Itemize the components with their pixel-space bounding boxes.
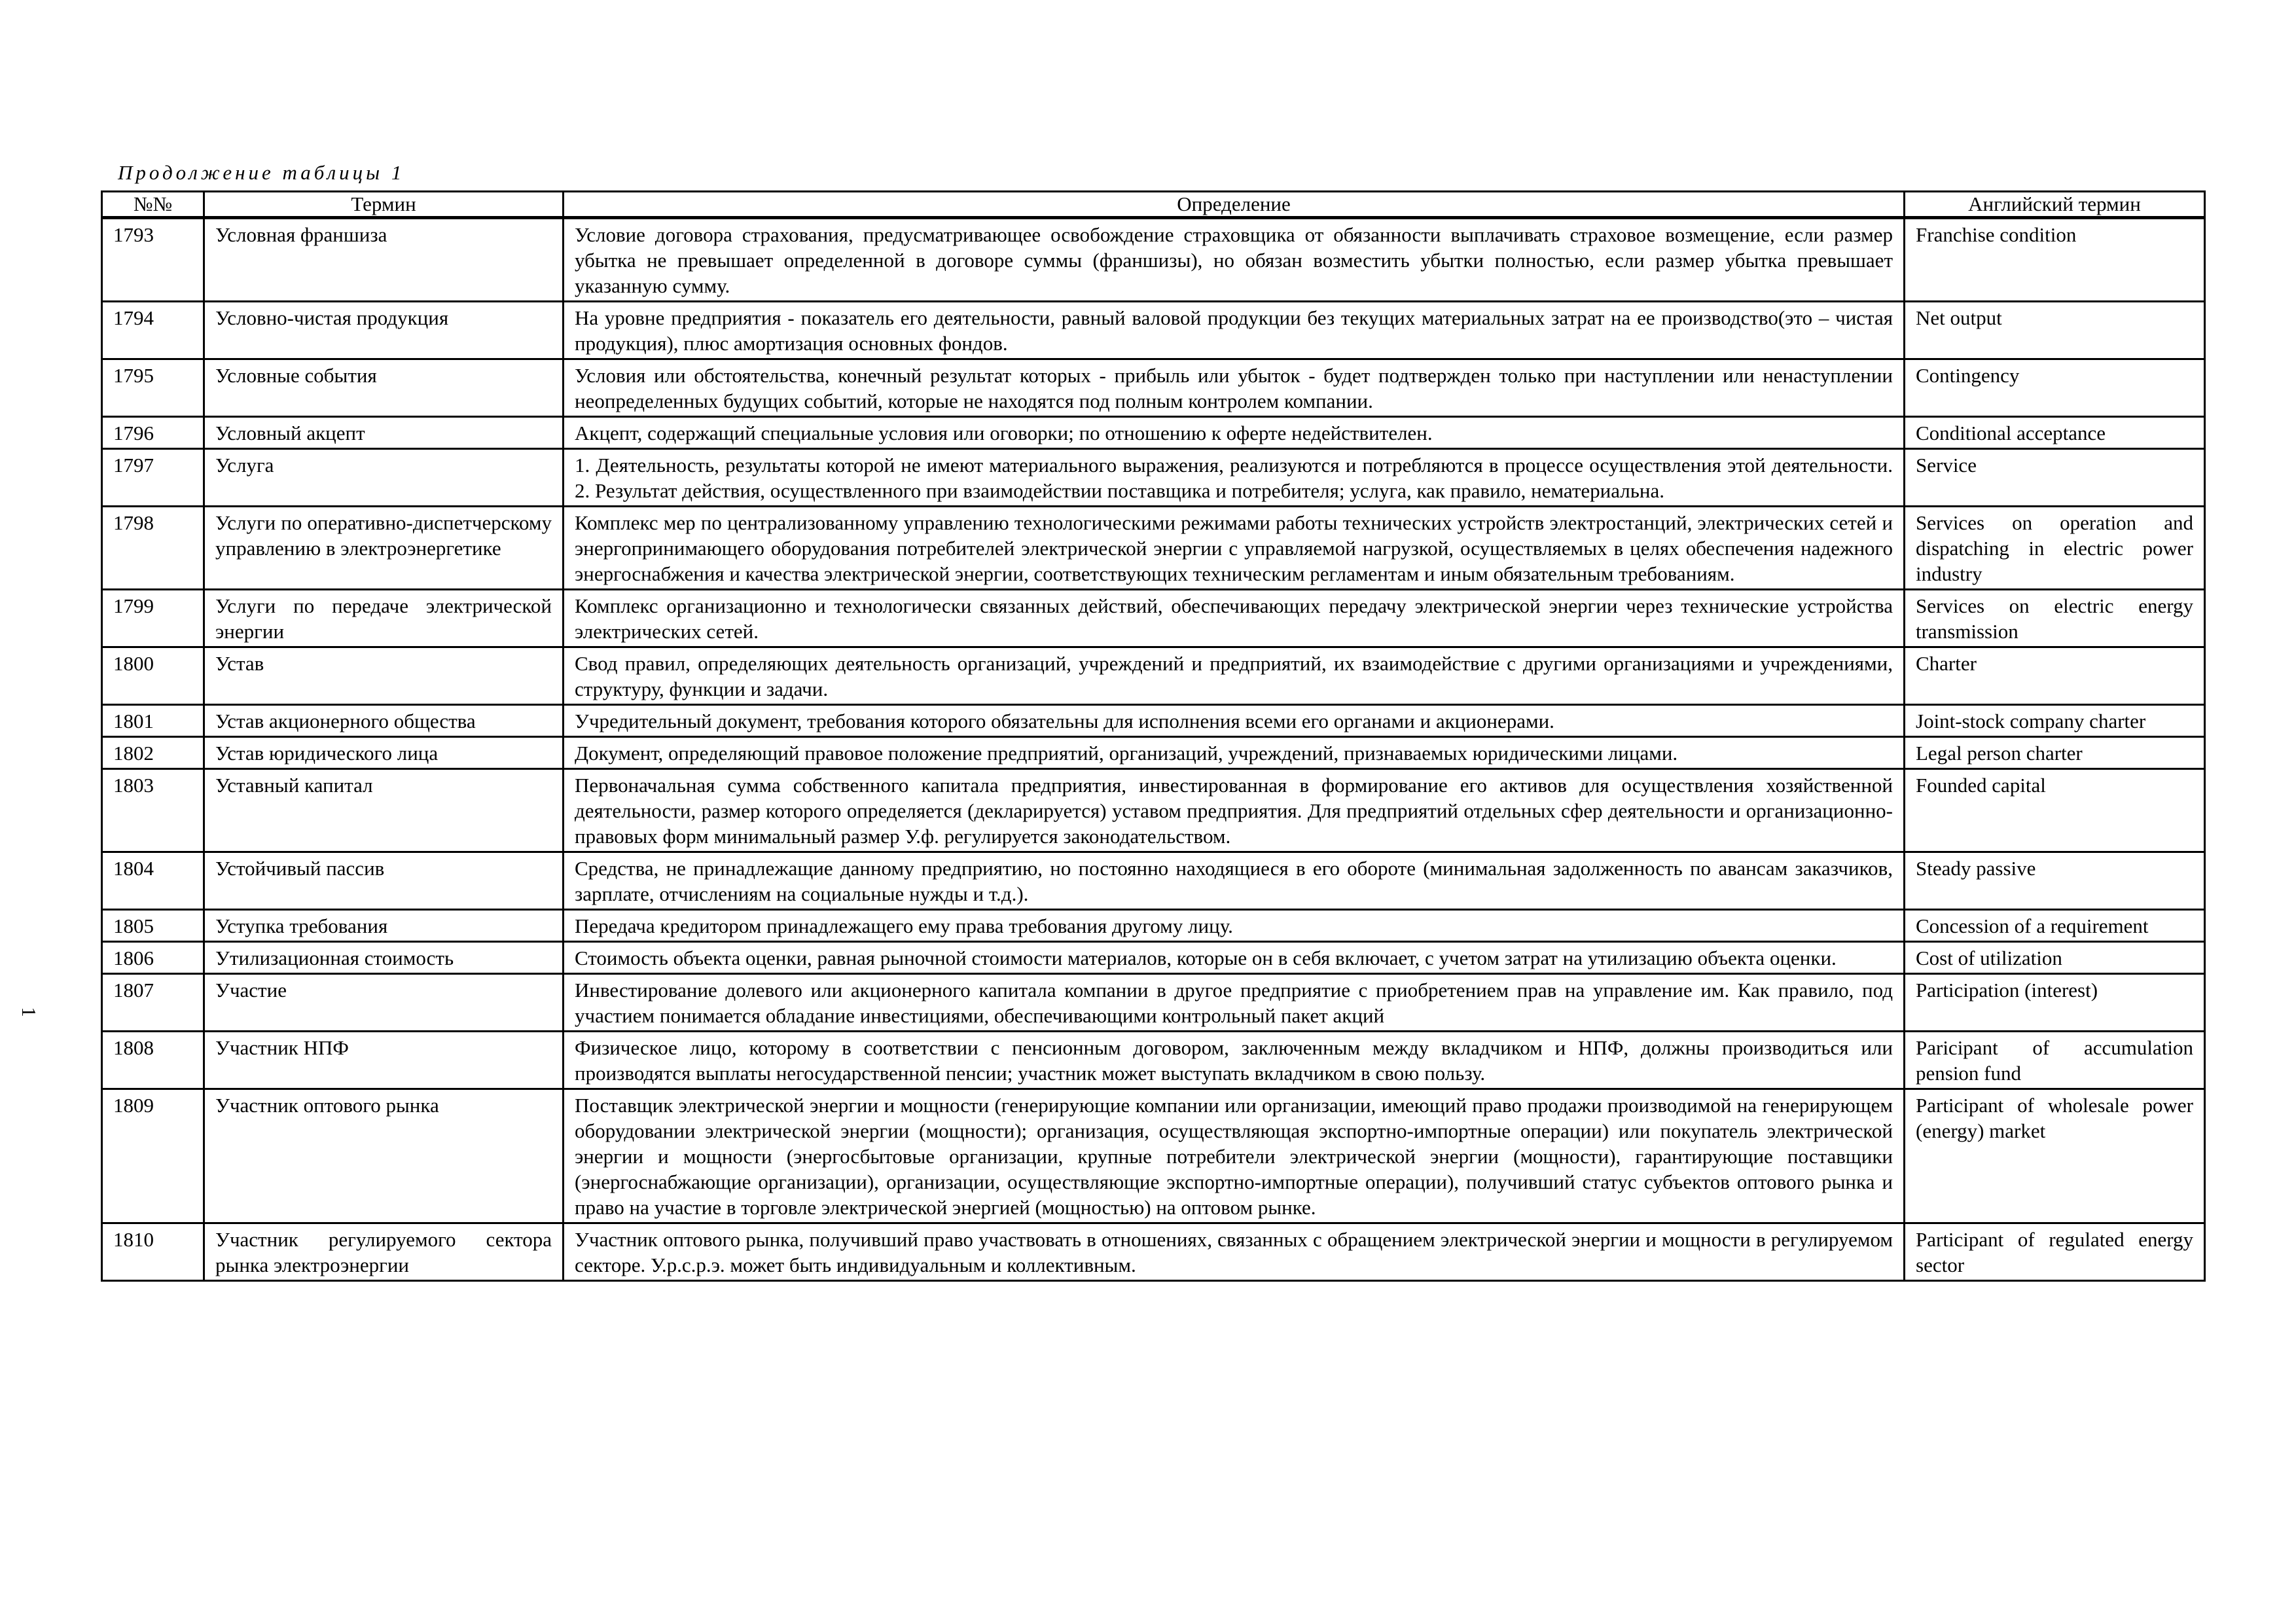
cell-term: Участник оптового рынка bbox=[204, 1089, 564, 1223]
cell-definition: Первоначальная сумма собственного капитала предприятия, инвестированная в формирование его активов для осуществления хозяйственной деятельности, размер которого определяется (декларируется) уставом предприятия. Для предприятий отдельных сфер деятельности и организационно-правовых форм минимальный размер У.ф. регулируется законодательством. bbox=[564, 769, 1905, 852]
table-caption: Продолжение таблицы 1 bbox=[118, 161, 405, 184]
cell-number: 1795 bbox=[102, 359, 204, 417]
cell-english-term: Charter bbox=[1905, 647, 2205, 705]
cell-english-term: Legal person charter bbox=[1905, 737, 2205, 769]
cell-number: 1798 bbox=[102, 507, 204, 590]
table-row bbox=[102, 417, 2205, 449]
cell-english-term: Joint-stock company charter bbox=[1905, 705, 2205, 737]
cell-english-term: Steady passive bbox=[1905, 852, 2205, 910]
cell-number: 1807 bbox=[102, 974, 204, 1032]
cell-english-term: Net output bbox=[1905, 302, 2205, 359]
cell-term: Устав акционерного общества bbox=[204, 705, 564, 737]
cell-number: 1793 bbox=[102, 218, 204, 302]
cell-english-term: Concession of a requirement bbox=[1905, 910, 2205, 942]
header-definition: Определение bbox=[564, 192, 1905, 218]
table-row bbox=[102, 218, 2205, 302]
cell-definition: Физическое лицо, которому в соответствии с пенсионным договором, заключенным между вкладчиком и НПФ, должны производиться или производятся выплаты негосударственной пенсии; участник может выступать вкладчиком в свою пользу. bbox=[564, 1032, 1905, 1089]
cell-english-term: Founded capital bbox=[1905, 769, 2205, 852]
cell-definition: Средства, не принадлежащие данному предприятию, но постоянно находящиеся в его обороте (минимальная задолженность по авансам заказчиков, зарплате, отчислениям на социальные нужды и т.д.). bbox=[564, 852, 1905, 910]
cell-definition: Стоимость объекта оценки, равная рыночной стоимости материалов, которые он в себя включает, с учетом затрат на утилизацию объекта оценки. bbox=[564, 942, 1905, 974]
cell-english-term: Franchise condition bbox=[1905, 218, 2205, 302]
cell-english-term: Paricipant of accumulation pension fund bbox=[1905, 1032, 2205, 1089]
cell-term: Участник регулируемого сектора рынка электроэнергии bbox=[204, 1223, 564, 1281]
cell-number: 1799 bbox=[102, 590, 204, 647]
cell-term: Уступка требования bbox=[204, 910, 564, 942]
table-row bbox=[102, 449, 2205, 507]
cell-definition: На уровне предприятия - показатель его деятельности, равный валовой продукции без текущих материальных затрат на ее производство(это – чистая продукция), плюс амортизация основных фондов. bbox=[564, 302, 1905, 359]
cell-definition: 1. Деятельность, результаты которой не имеют материального выражения, реализуются и потребляются в процессе осуществления этой деятельности. 2. Результат действия, осуществленного при взаимодействии поставщика и потребителя; услуга, как правило, нематериальна. bbox=[564, 449, 1905, 507]
cell-definition: Комплекс организационно и технологически связанных действий, обеспечивающих передачу электрической энергии через технические устройства электрических сетей. bbox=[564, 590, 1905, 647]
cell-english-term: Service bbox=[1905, 449, 2205, 507]
cell-number: 1805 bbox=[102, 910, 204, 942]
cell-number: 1810 bbox=[102, 1223, 204, 1281]
cell-term: Устойчивый пассив bbox=[204, 852, 564, 910]
cell-number: 1809 bbox=[102, 1089, 204, 1223]
table-row bbox=[102, 302, 2205, 359]
side-page-number: 1 bbox=[17, 1007, 41, 1017]
cell-term: Услуга bbox=[204, 449, 564, 507]
table-row bbox=[102, 359, 2205, 417]
cell-term: Условные события bbox=[204, 359, 564, 417]
cell-english-term: Cost of utilization bbox=[1905, 942, 2205, 974]
cell-english-term: Services on operation and dispatching in electric power industry bbox=[1905, 507, 2205, 590]
cell-number: 1800 bbox=[102, 647, 204, 705]
header-num: №№ bbox=[102, 192, 204, 218]
cell-definition: Поставщик электрической энергии и мощности (генерирующие компании или организации, имеющий право продажи производимой на генерирующем оборудовании электрической энергии (мощности); организация, осуществляющая экспортно-импортные операции) или покупатель электрической энергии и мощности (энергосбытовые организации, крупные потребители электрической энергии (мощности), гарантирующие поставщики (энергоснабжающие организации), организации, осуществляющие экспортно-импортные операции), получивший статус субъектов оптового рынка и право на участие в торговле электрической энергией (мощностью) на оптовом рынке. bbox=[564, 1089, 1905, 1223]
table-row bbox=[102, 974, 2205, 1032]
cell-english-term: Participant of wholesale power (energy) market bbox=[1905, 1089, 2205, 1223]
cell-term: Условная франшиза bbox=[204, 218, 564, 302]
cell-term: Устав bbox=[204, 647, 564, 705]
cell-definition: Свод правил, определяющих деятельность организаций, учреждений и предприятий, их взаимодействие с другими организациями и учреждениями, структуру, функции и задачи. bbox=[564, 647, 1905, 705]
cell-number: 1804 bbox=[102, 852, 204, 910]
table-row bbox=[102, 852, 2205, 910]
cell-term: Устав юридического лица bbox=[204, 737, 564, 769]
cell-english-term: Services on electric energy transmission bbox=[1905, 590, 2205, 647]
cell-term: Участие bbox=[204, 974, 564, 1032]
cell-definition: Условия или обстоятельства, конечный результат которых - прибыль или убыток - будет подтвержден только при наступлении или ненаступлении неопределенных будущих событий, которые не находятся под полным контролем компании. bbox=[564, 359, 1905, 417]
cell-number: 1808 bbox=[102, 1032, 204, 1089]
table-header-row bbox=[102, 192, 2205, 218]
table-row bbox=[102, 647, 2205, 705]
cell-term: Условный акцепт bbox=[204, 417, 564, 449]
cell-number: 1796 bbox=[102, 417, 204, 449]
cell-term: Услуги по передаче электрической энергии bbox=[204, 590, 564, 647]
cell-number: 1794 bbox=[102, 302, 204, 359]
cell-number: 1802 bbox=[102, 737, 204, 769]
table-row bbox=[102, 1089, 2205, 1223]
table-row bbox=[102, 942, 2205, 974]
cell-english-term: Conditional acceptance bbox=[1905, 417, 2205, 449]
cell-definition: Участник оптового рынка, получивший право участвовать в отношениях, связанных с обращением электрической энергии и мощности в регулируемом секторе. У.р.с.р.э. может быть индивидуальным и коллективным. bbox=[564, 1223, 1905, 1281]
table-row bbox=[102, 705, 2205, 737]
cell-number: 1801 bbox=[102, 705, 204, 737]
cell-definition: Передача кредитором принадлежащего ему права требования другому лицу. bbox=[564, 910, 1905, 942]
table-row bbox=[102, 507, 2205, 590]
cell-definition: Документ, определяющий правовое положение предприятий, организаций, учреждений, признаваемых юридическими лицами. bbox=[564, 737, 1905, 769]
table-row bbox=[102, 769, 2205, 852]
cell-term: Уставный капитал bbox=[204, 769, 564, 852]
cell-english-term: Participant of regulated energy sector bbox=[1905, 1223, 2205, 1281]
cell-definition: Комплекс мер по централизованному управлению технологическими режимами работы технических устройств электростанций, электрических сетей и энергопринимающего оборудования потребителей электрической энергии с управляемой нагрузкой, осуществляемых в целях обеспечения надежного энергоснабжения и качества электрической энергии, соответствующих техническим регламентам и иным обязательным требованиям. bbox=[564, 507, 1905, 590]
table-row bbox=[102, 910, 2205, 942]
cell-english-term: Contingency bbox=[1905, 359, 2205, 417]
cell-number: 1803 bbox=[102, 769, 204, 852]
cell-definition: Учредительный документ, требования которого обязательны для исполнения всеми его органами и акционерами. bbox=[564, 705, 1905, 737]
header-english: Английский термин bbox=[1905, 192, 2205, 218]
header-term: Термин bbox=[204, 192, 564, 218]
cell-definition: Акцепт, содержащий специальные условия или оговорки; по отношению к оферте недействителен. bbox=[564, 417, 1905, 449]
cell-english-term: Participation (interest) bbox=[1905, 974, 2205, 1032]
table-row bbox=[102, 590, 2205, 647]
table-row bbox=[102, 1032, 2205, 1089]
cell-term: Услуги по оперативно-диспетчерскому управлению в электроэнергетике bbox=[204, 507, 564, 590]
cell-definition: Условие договора страхования, предусматривающее освобождение страховщика от обязанности выплачивать страховое возмещение, если размер убытка не превышает определенной в договоре суммы (франшизы), но обязан возместить убытки полностью, если размер убытка превышает указанную сумму. bbox=[564, 218, 1905, 302]
cell-term: Утилизационная стоимость bbox=[204, 942, 564, 974]
cell-definition: Инвестирование долевого или акционерного капитала компании в другое предприятие с приобретением прав на управление им. Как правило, под участием понимается обладание инвестициями, обеспечивающими контрольный пакет акций bbox=[564, 974, 1905, 1032]
cell-number: 1806 bbox=[102, 942, 204, 974]
cell-term: Условно-чистая продукция bbox=[204, 302, 564, 359]
table-row bbox=[102, 737, 2205, 769]
glossary-table bbox=[101, 190, 2206, 1282]
cell-number: 1797 bbox=[102, 449, 204, 507]
table-row bbox=[102, 1223, 2205, 1281]
cell-term: Участник НПФ bbox=[204, 1032, 564, 1089]
